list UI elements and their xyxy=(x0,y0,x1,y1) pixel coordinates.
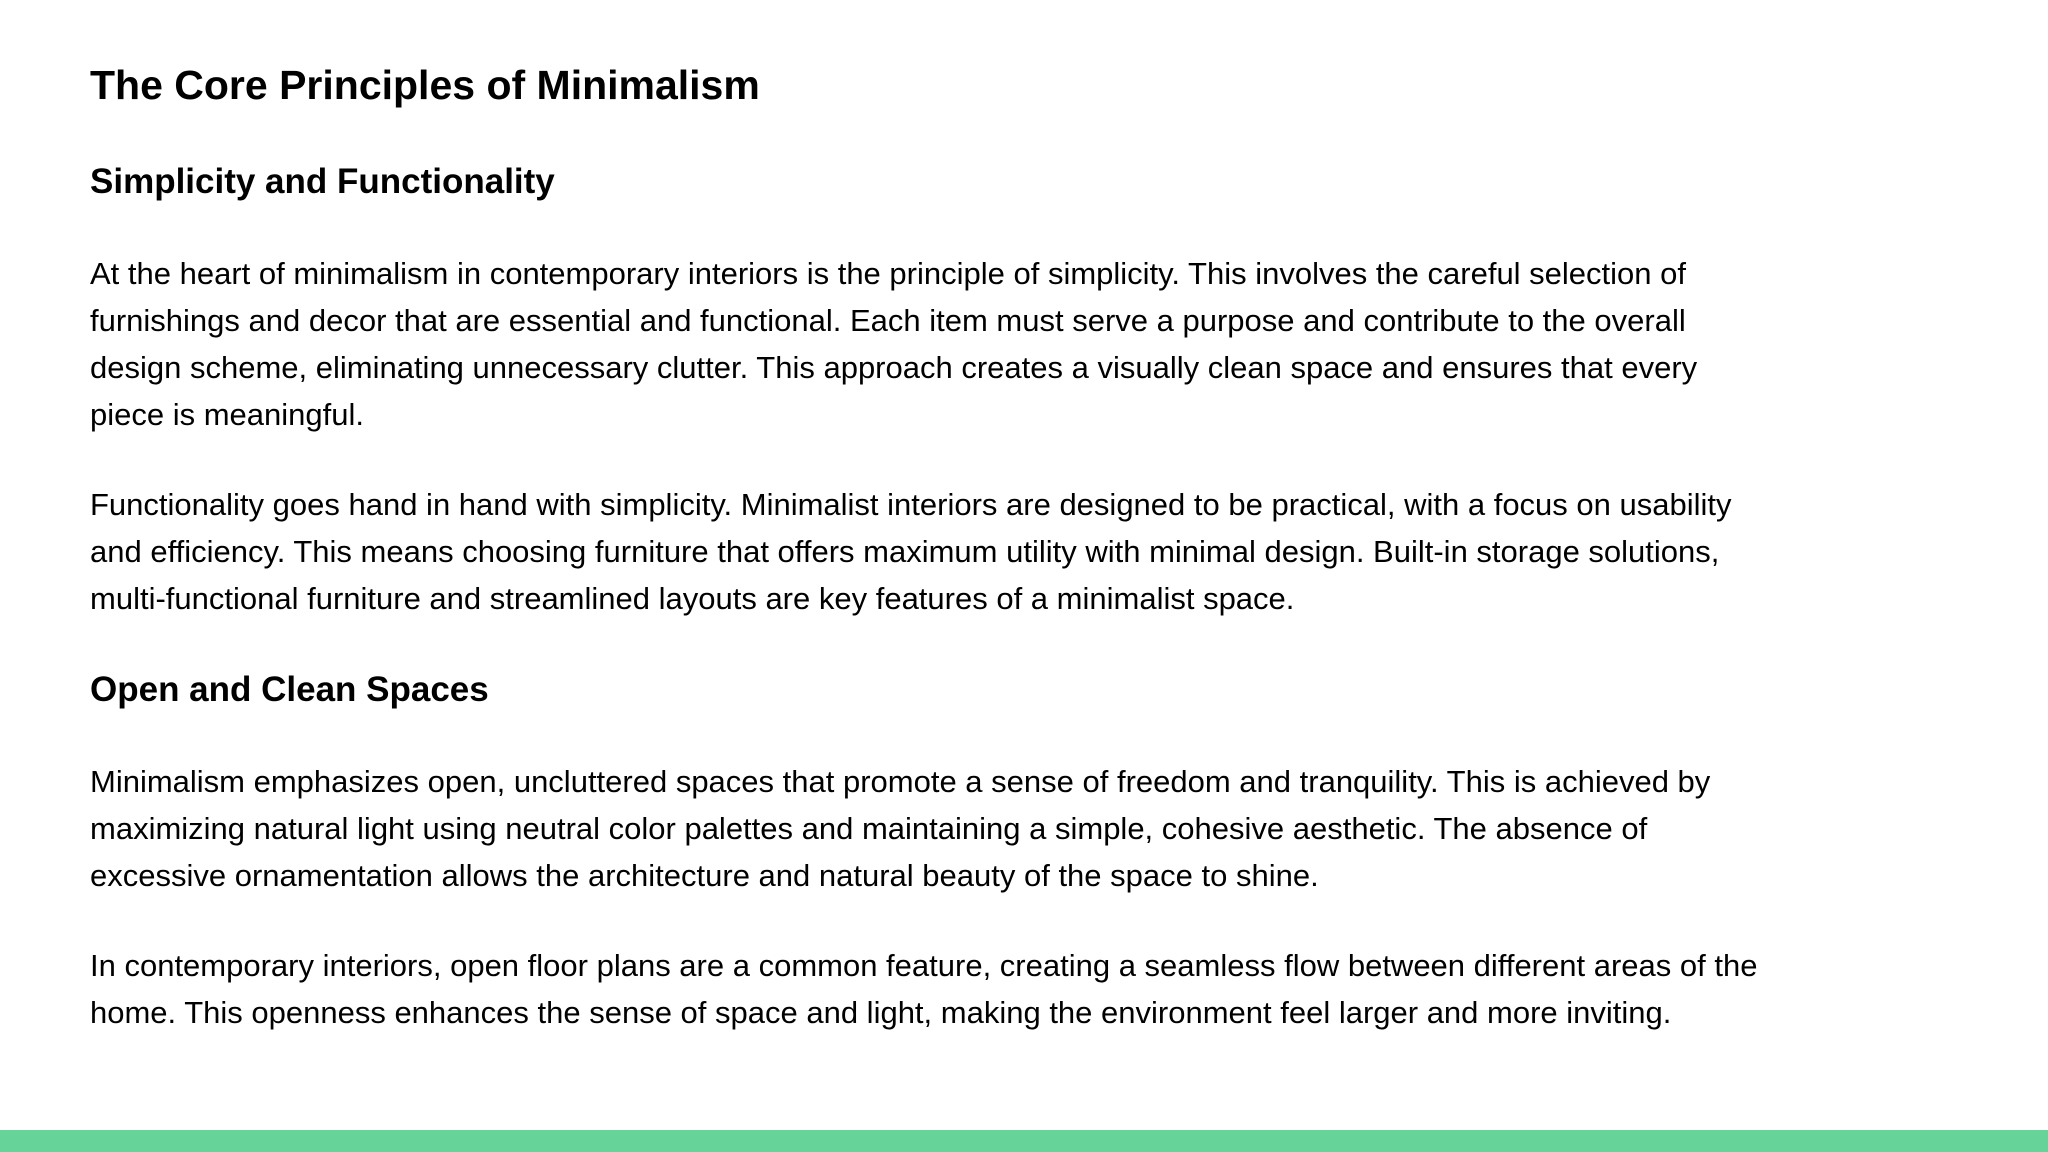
section-heading-simplicity: Simplicity and Functionality xyxy=(90,162,555,201)
paragraph-line: At the heart of minimalism in contemporary interiors is the principle of simplicity. This involves the careful selection of xyxy=(90,256,1687,291)
paragraph-functionality xyxy=(90,481,1732,622)
paragraph-line: excessive ornamentation allows the architecture and natural beauty of the space to shine. xyxy=(90,858,1319,893)
paragraph-simplicity-1 xyxy=(90,250,1697,438)
footer-accent-bar xyxy=(0,1130,2048,1152)
page-title: The Core Principles of Minimalism xyxy=(90,62,760,108)
paragraph-line: In contemporary interiors, open floor plans are a common feature, creating a seamless flow between different areas of the xyxy=(90,948,1758,983)
section-heading-open-spaces: Open and Clean Spaces xyxy=(90,670,489,709)
paragraph-line: maximizing natural light using neutral color palettes and maintaining a simple, cohesive aesthetic. The absence of xyxy=(90,811,1648,846)
paragraph-open-floor-plans xyxy=(90,942,1757,1036)
paragraph-line: Functionality goes hand in hand with simplicity. Minimalist interiors are designed to be practical, with a focus on usability xyxy=(90,487,1732,522)
paragraph-open-spaces-1 xyxy=(90,758,1710,899)
paragraph-line: home. This openness enhances the sense of space and light, making the environment feel larger and more inviting. xyxy=(90,995,1672,1030)
paragraph-line: and efficiency. This means choosing furniture that offers maximum utility with minimal design. Built-in storage solutions, xyxy=(90,534,1720,569)
paragraph-line: multi-functional furniture and streamlined layouts are key features of a minimalist space. xyxy=(90,581,1295,616)
paragraph-line: Minimalism emphasizes open, uncluttered spaces that promote a sense of freedom and tranquility. This is achieved by xyxy=(90,764,1711,799)
paragraph-line: design scheme, eliminating unnecessary clutter. This approach creates a visually clean space and ensures that every xyxy=(90,350,1698,385)
paragraph-line: furnishings and decor that are essential and functional. Each item must serve a purpose and contribute to the overall xyxy=(90,303,1686,338)
paragraph-line: piece is meaningful. xyxy=(90,397,364,432)
